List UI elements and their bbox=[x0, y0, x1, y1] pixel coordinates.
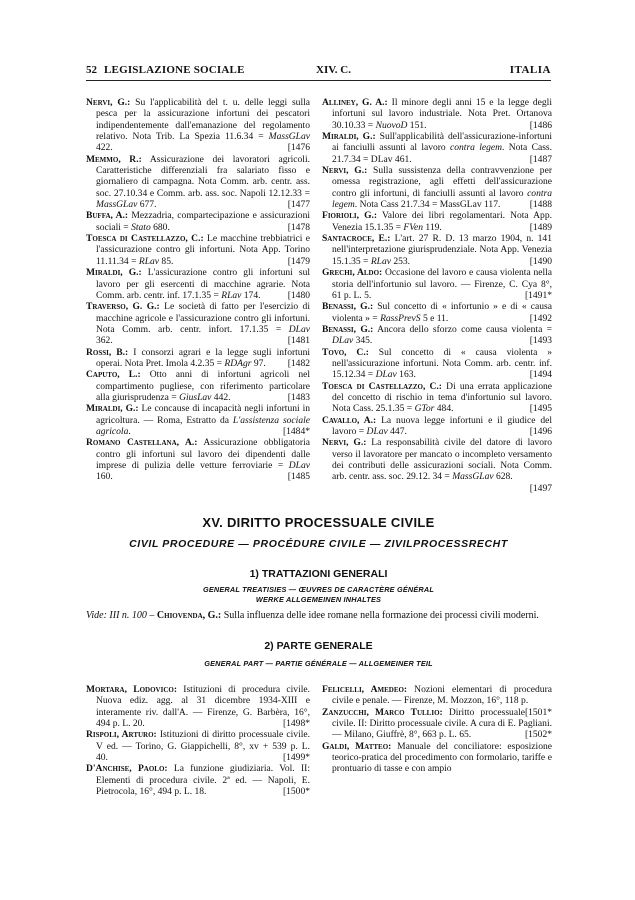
bibliography-entry bbox=[322, 210, 552, 233]
bibliography-entry bbox=[86, 403, 310, 437]
entry-author: Toesca di Castellazzo, C.: bbox=[322, 380, 442, 392]
entry-tail: 680. bbox=[150, 221, 170, 233]
bibliography-entry bbox=[322, 707, 552, 741]
entry-author: Felicelli, Amedeo: bbox=[322, 684, 408, 695]
bibliography-entry bbox=[322, 301, 552, 324]
entry-text: Valore dei libri regolamentari. Nota App. Venezia 15.1.35 = bbox=[332, 210, 552, 233]
entry-number: [1478 bbox=[287, 221, 310, 233]
entry-text: Occasione del lavoro e causa violenta nella storia dell'infortunio sul lavoro. — Firenze, C. Cya 8°, 61 p. L. 5. bbox=[332, 267, 552, 301]
entry-text: Mezzadria, compartecipazione e assicurazioni sociali = bbox=[96, 210, 311, 233]
right-column bbox=[322, 684, 552, 775]
entry-text: Le società di fatto per l'esercizio di macchine agricole e l'assicurazione contro gli infortuni. Nota Comm. arb. centr. infort. 17.1.35 = bbox=[96, 301, 310, 335]
bibliography-entry bbox=[322, 97, 552, 131]
entry-text: Sul concetto di « causa violenta » nell'assicurazione infortuni. Nota Comm. arb. centr. inf. 15.12.34 = bbox=[332, 346, 552, 381]
entry-tail: 253. bbox=[390, 255, 411, 267]
entry-text: Su l'applicabilità del t. u. delle leggi sulla pesca per la assicurazione infortuni dei pescatori indipendentemente dall'emanazione del regolamento relativo. Nota Trib. La Spezia 11.6.34 = bbox=[96, 97, 310, 143]
bibliography-entry bbox=[86, 233, 310, 267]
bibliography-entry bbox=[86, 154, 310, 211]
entry-spacer bbox=[266, 358, 285, 369]
subsection-translation-2: GENERAL PART — PARTIE GÉNÉRALE — ALLGEMEINER TEIL bbox=[204, 659, 433, 668]
entry-author: Buffa, A.: bbox=[86, 210, 129, 222]
entry-tail: 5 e 11. bbox=[420, 312, 449, 324]
entry-source: DLav bbox=[288, 460, 310, 471]
entry-author: Rispoli, Arturo: bbox=[86, 729, 157, 741]
entry-number: [1491* bbox=[524, 289, 552, 301]
entry-spacer bbox=[528, 695, 547, 706]
cross-reference: Vide: III n. 100 – Chiovenda, G.: Sulla influenza delle idee romane nella formazione dei processi civili moderni. bbox=[86, 610, 539, 621]
entry-author: Grechi, Aldo: bbox=[322, 267, 383, 279]
entry-text: Nozioni elementari di procedura civile e penale. — Firenze, M. Mozzon, 16°, 118 p. bbox=[332, 684, 552, 707]
entry-number: [1501* bbox=[524, 706, 552, 718]
entry-number: [1485 bbox=[287, 471, 310, 483]
bibliography-entry bbox=[86, 97, 310, 154]
entry-number: [1489 bbox=[529, 221, 552, 233]
entry-source: MassGLav bbox=[452, 471, 494, 483]
page-number: 52 bbox=[86, 64, 97, 76]
entry-source: contra legem bbox=[332, 187, 552, 211]
left-column bbox=[86, 97, 310, 483]
entry-text: Istituzioni di diritto processuale civile. V ed. — Torino, G. Giappichelli, 8°, xv + 539 p. L. 40. bbox=[96, 729, 310, 764]
entry-spacer bbox=[416, 369, 435, 380]
entry-number: [1488 bbox=[529, 199, 552, 211]
entry-text: L'assicurazione contro gli infortuni sul lavoro per gli esercenti di macchine agrarie. Nota Comm. arb. centr. inf. 17.1.35 = bbox=[96, 267, 310, 301]
entry-tail: 484. bbox=[434, 403, 454, 415]
entry-spacer bbox=[108, 752, 127, 763]
entry-tail: 151. bbox=[407, 119, 427, 131]
bibliography-entry bbox=[322, 165, 552, 210]
entry-spacer bbox=[173, 256, 192, 267]
entry-source: RDAgr bbox=[224, 357, 252, 369]
entry-number: [1493 bbox=[529, 335, 552, 347]
entry-tail: 422. bbox=[96, 142, 113, 154]
entry-spacer bbox=[113, 471, 132, 482]
entry-source: GiusLav bbox=[179, 391, 212, 403]
entry-text: Assicurazione obbligatoria contro gli infortuni sul lavoro dei dipendenti dalle imprese di pulizia delle vetture ferroviarie = bbox=[96, 437, 310, 471]
entry-tail: . Nota Cass. 21.7.34 = DLav 461. bbox=[332, 142, 553, 165]
entry-number: [1500* bbox=[282, 786, 310, 798]
running-title: LEGISLAZIONE SOCIALE bbox=[104, 64, 245, 76]
entry-text: La funzione giudiziaria. Vol. II: Elementi di procedura civile. 2ª ed. — Napoli, E. Pietrocola, 16°, 494 p. L. 18. bbox=[96, 763, 310, 798]
entry-number: [1502* bbox=[524, 729, 552, 741]
entry-text: Sul concetto di « infortunio » e di « causa violenta » = bbox=[332, 301, 552, 324]
entry-number: [1494 bbox=[529, 369, 552, 381]
entry-number: [1479 bbox=[287, 255, 310, 267]
subsection-title-1: 1) TRATTAZIONI GENERALI bbox=[249, 568, 388, 580]
bibliography-entry bbox=[86, 301, 310, 346]
entry-author: Alliney, G. A.: bbox=[322, 97, 388, 108]
bibliography-entry bbox=[86, 267, 310, 301]
section-subtitle: CIVIL PROCEDURE — PROCÉDURE CIVILE — ZIVILPROCESSRECHT bbox=[129, 538, 508, 550]
entry-number: [1486 bbox=[529, 119, 552, 131]
entry-source: RLav bbox=[138, 255, 160, 267]
entry-spacer bbox=[206, 786, 225, 797]
entry-tail: . Nota Cass 21.7.34 = MassGLav 117. bbox=[354, 199, 501, 211]
subsection-translation-1a: GENERAL TREATISIES — ŒUVRES DE CARACTÈRE GÉNÉRAL bbox=[202, 585, 435, 594]
subsection-translation-1b: WERKE ALLGEMEINEN INHALTES bbox=[255, 595, 382, 604]
entry-number: [1496 bbox=[529, 425, 552, 437]
bibliography-entry bbox=[322, 415, 552, 438]
entry-spacer bbox=[500, 199, 519, 210]
entry-spacer bbox=[410, 256, 429, 267]
subsection-title-2: 2) PARTE GENERALE bbox=[264, 640, 373, 652]
entry-number: [1481 bbox=[287, 335, 310, 347]
entry-author: Cavallo, A.: bbox=[322, 414, 377, 426]
header-rule bbox=[86, 80, 551, 81]
bibliography-entry bbox=[322, 381, 552, 415]
entry-author: Santacroce, E.: bbox=[322, 233, 391, 245]
entry-text: Le macchine trebbiatrici e l'assicurazione contro gli infortuni. Nota App. Torino 11.11.34 = bbox=[96, 233, 310, 267]
bibliography-entry bbox=[322, 437, 552, 494]
entry-number: [1477 bbox=[287, 199, 310, 211]
entry-author: Tovo, C.: bbox=[322, 346, 369, 358]
entry-source: contra legem bbox=[450, 142, 503, 154]
entry-author: D'Anchise, Paolo: bbox=[86, 763, 168, 775]
entry-text: Istituzioni di procedura civile. Nuova ediz. agg. al 31 dicembre 1934-XIII e interamente riv. dall'A. — Firenze, G. Barbèra, 16°, 494 p. L. 20. bbox=[96, 684, 310, 730]
entry-text: Sull'applicabilità dell'assicurazione-infortuni ai fanciulli assunti al lavoro bbox=[332, 131, 552, 154]
entry-tail: 442. bbox=[211, 391, 231, 403]
entry-text: Manuale del conciliatore: esposizione teorico-pratica del procedimento con formolario, tariffe e prontuario di tasse e con ampio bbox=[332, 740, 552, 775]
section-code: XIV. C. bbox=[316, 64, 351, 76]
bibliography-entry bbox=[86, 763, 310, 797]
entry-tail: . bbox=[128, 425, 131, 437]
entry-number: [1499* bbox=[282, 752, 310, 764]
entry-author: Traverso, G. G.: bbox=[86, 301, 160, 313]
right-column bbox=[322, 97, 552, 494]
entry-tail: 97. bbox=[251, 357, 266, 369]
vide-text: Sulla influenza delle idee romane nella formazione dei processi civili moderni. bbox=[221, 610, 539, 621]
bibliography-entry bbox=[322, 233, 552, 267]
bibliography-entry bbox=[322, 131, 552, 165]
entry-tail: 119. bbox=[423, 221, 442, 233]
entry-source: DLav bbox=[288, 323, 310, 335]
entry-text: Di una errata applicazione del concetto di rischio in tema d'infortunio sul lavoro. Nota Cass. 25.1.35 = bbox=[332, 380, 552, 415]
entry-spacer bbox=[513, 471, 532, 482]
entry-author: Miraldi, G.: bbox=[86, 403, 139, 415]
country-label: ITALIA bbox=[509, 64, 551, 76]
entry-spacer bbox=[427, 120, 446, 131]
entry-source: L'assistenza sociale agricola bbox=[96, 414, 310, 437]
section-title: XV. DIRITTO PROCESSUALE CIVILE bbox=[202, 515, 435, 530]
entry-text: Ancora dello sforzo come causa violenta = bbox=[373, 323, 552, 335]
entry-author: Zanzucchi, Marco Tullio: bbox=[322, 706, 443, 718]
entry-author: Caputo, L.: bbox=[86, 369, 141, 381]
bibliography-entry bbox=[322, 267, 552, 301]
entry-spacer bbox=[412, 154, 431, 165]
entry-author: Fiorioli, G.: bbox=[322, 210, 378, 222]
entry-source: RLav bbox=[221, 289, 242, 301]
entry-author: Nervi, G.: bbox=[322, 165, 368, 177]
entry-tail: 628. bbox=[493, 471, 513, 483]
entry-spacer bbox=[131, 426, 150, 437]
vide-author: Chiovenda, G.: bbox=[156, 610, 222, 621]
bibliography-entry bbox=[86, 437, 310, 482]
bibliography-entry bbox=[86, 369, 310, 403]
entry-number: [1480 bbox=[287, 289, 310, 301]
entry-source: RassPrevS bbox=[380, 312, 421, 324]
entry-text: Otto anni di infortuni agricoli nel compartimento pugliese, con riferimento particolare alla giurisprudenza = bbox=[96, 369, 310, 403]
entry-tail: 362. bbox=[96, 335, 113, 347]
entry-author: Nervi, G.: bbox=[322, 437, 367, 449]
entry-spacer bbox=[448, 313, 467, 324]
entry-author: Nervi, G.: bbox=[86, 97, 131, 108]
entry-spacer bbox=[156, 199, 175, 210]
entry-number: [1482 bbox=[287, 357, 310, 369]
entry-text: Assicurazione dei lavoratori agricoli. Caratteristiche differenziali fra salariato fisso e giornaliero di campagna. Nota Comm. arb. centr. ass. soc. 27.10.34 e Comm. arb. ass. soc. Napoli 12.12.33 = bbox=[96, 153, 310, 199]
entry-source: GTor bbox=[414, 403, 435, 415]
entry-text: La responsabilità civile del datore di lavoro verso il lavoratore per mancato o incompleto versamento dei contributi delle assicurazioni sociali. Nota Comm. arb. centr. ass. soc. 29.12. 34 = bbox=[332, 437, 552, 483]
entry-number: [1484* bbox=[282, 425, 310, 437]
vide-label: Vide: III n. 100 bbox=[86, 610, 147, 621]
entry-source: DLav bbox=[375, 369, 397, 381]
entry-spacer bbox=[442, 222, 461, 233]
entry-text: Le concause di incapacità negli infortuni in agricoltura. — Roma, Estratto da bbox=[96, 403, 310, 426]
entry-spacer bbox=[260, 290, 279, 301]
entry-text: Il minore degli anni 15 e la legge degli infortuni sul lavoro industriale. Nota Pret. Ortanova 30.10.33 = bbox=[332, 97, 552, 131]
entry-source: RLav bbox=[370, 255, 391, 267]
entry-author: Toesca di Castellazzo, C.: bbox=[86, 233, 204, 245]
entry-source: NuovoD bbox=[375, 119, 408, 131]
entry-spacer bbox=[471, 729, 490, 740]
entry-tail: 85. bbox=[159, 255, 174, 267]
left-column bbox=[86, 684, 310, 797]
entry-author: Benassi, G.: bbox=[322, 323, 374, 335]
entry-spacer bbox=[371, 290, 390, 301]
entry-spacer bbox=[113, 142, 132, 153]
entry-text: Diritto processuale civile. II: Diritto processuale civile. A cura di E. Pagliani. — Milano, Giuffrè, 8°, 663 p. L. 65. bbox=[332, 706, 552, 741]
entry-tail: 174. bbox=[241, 289, 261, 301]
bibliography-entry bbox=[86, 729, 310, 763]
entry-number: [1487 bbox=[529, 153, 552, 165]
entry-author: Memmo, R.: bbox=[86, 153, 142, 165]
entry-number: [1498* bbox=[282, 718, 310, 730]
entry-spacer bbox=[170, 222, 189, 233]
entry-source: MassGLav bbox=[96, 199, 138, 211]
entry-text: La nuova legge infortuni e il giudice del lavoro = bbox=[332, 414, 552, 437]
entry-source: MassGLav bbox=[268, 131, 310, 143]
page-header bbox=[86, 64, 551, 80]
entry-source: Stato bbox=[131, 221, 151, 233]
entry-text: I consorzi agrari e la legge sugli infortuni operai. Nota Pret. Imola 4.2.35 = bbox=[96, 346, 310, 369]
entry-author: Miraldi, G.: bbox=[86, 267, 142, 279]
entry-source: FVen bbox=[403, 221, 424, 233]
entry-tail: 677. bbox=[137, 199, 157, 211]
entry-author: Romano Castellana, A.: bbox=[86, 437, 198, 449]
entry-number: [1476 bbox=[287, 142, 310, 154]
entry-source: DLav bbox=[332, 335, 354, 347]
bibliography-entry bbox=[86, 684, 310, 729]
entry-number: [1497 bbox=[529, 482, 552, 494]
entry-spacer bbox=[113, 335, 132, 346]
entry-author: Rossi, B.: bbox=[86, 346, 129, 358]
entry-number: [1495 bbox=[529, 403, 552, 415]
bibliography-entry bbox=[322, 324, 552, 347]
entry-author: Miraldi, G.: bbox=[322, 131, 376, 143]
entry-tail: 447. bbox=[387, 425, 407, 437]
bibliography-entry bbox=[86, 347, 310, 370]
bibliography-entry bbox=[322, 347, 552, 381]
entry-tail: 160. bbox=[96, 471, 113, 483]
entry-source: DLav bbox=[366, 425, 388, 437]
entry-tail: 345. bbox=[353, 335, 373, 347]
entry-spacer bbox=[145, 718, 164, 729]
entry-number: [1492 bbox=[529, 312, 552, 324]
entry-text: L'art. 27 R. D. 13 marzo 1904, n. 141 nell'interpretazione giurisprudenziale. Nota App. Venezia 15.1.35 = bbox=[332, 233, 552, 267]
entry-tail: 163. bbox=[396, 369, 416, 381]
entry-author: Galdi, Matteo: bbox=[322, 740, 392, 752]
entry-spacer bbox=[372, 335, 391, 346]
entry-spacer bbox=[453, 403, 472, 414]
entry-author: Benassi, G.: bbox=[322, 301, 374, 313]
entry-author: Mortara, Lodovico: bbox=[86, 684, 178, 695]
entry-number: [1490 bbox=[529, 255, 552, 267]
bibliography-entry bbox=[322, 741, 552, 775]
entry-spacer bbox=[407, 426, 426, 437]
entry-text: Sulla sussistenza della contravvenzione per omessa registrazione, agli effetti dell'assicurazione contro gli infortuni, di fanciulli assunti al lavoro bbox=[332, 165, 552, 199]
bibliography-entry bbox=[86, 210, 310, 233]
entry-number: [1483 bbox=[287, 391, 310, 403]
entry-spacer bbox=[231, 392, 250, 403]
